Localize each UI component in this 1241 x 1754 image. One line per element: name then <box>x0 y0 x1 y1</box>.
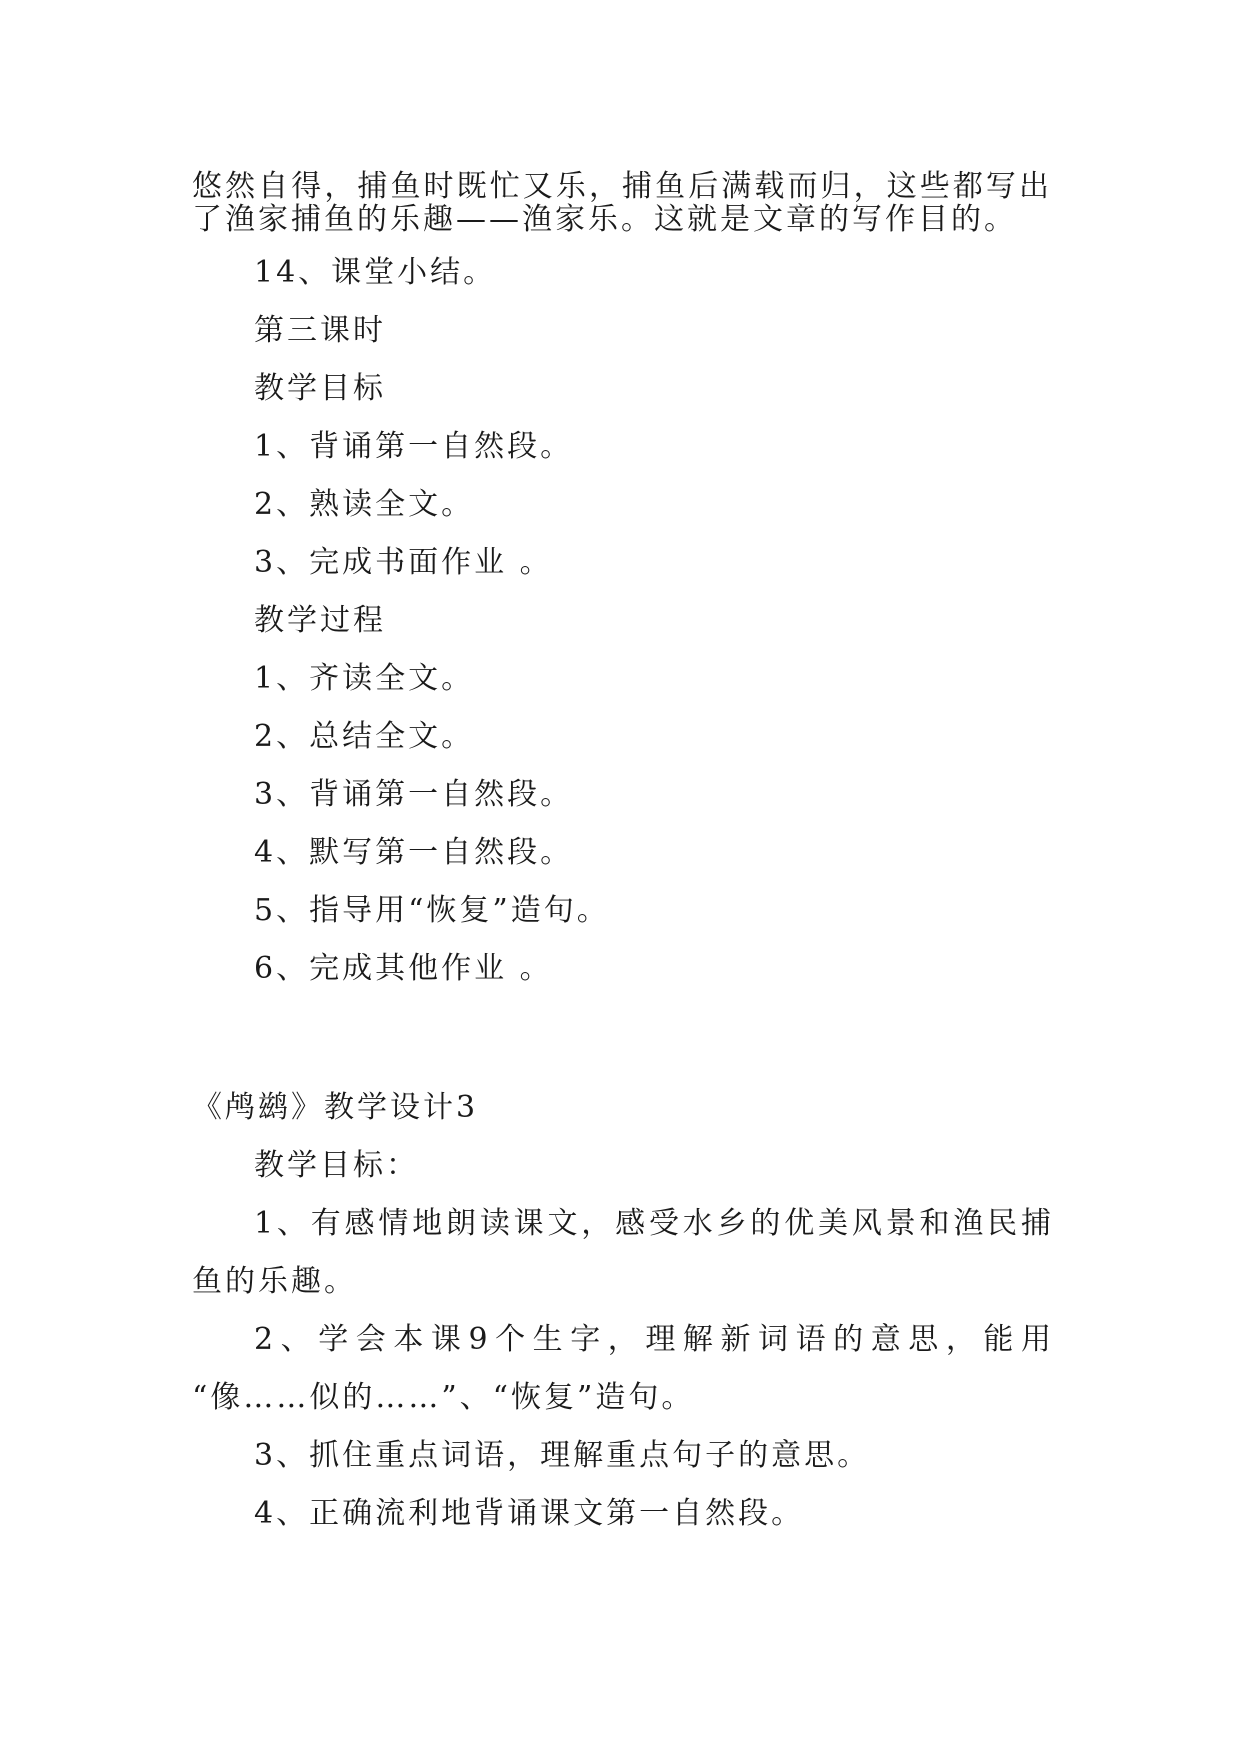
list-item-continuation: 鱼的乐趣。 <box>192 1264 357 1299</box>
list-item: 5、指导用“恢复”造句。 <box>254 893 610 928</box>
list-item: 3、完成书面作业 。 <box>254 545 553 580</box>
list-item: 4、默写第一自然段。 <box>254 835 574 870</box>
list-item: 3、背诵第一自然段。 <box>254 777 574 812</box>
list-item: 3、抓住重点词语，理解重点句子的意思。 <box>254 1438 871 1473</box>
paragraph-line: 了渔家捕鱼的乐趣——渔家乐。这就是文章的写作目的。 <box>192 202 1017 237</box>
list-item: 4、正确流利地背诵课文第一自然段。 <box>254 1496 805 1531</box>
list-item: 1、有感情地朗读课文，感受水乡的优美风景和渔民捕 <box>254 1206 1054 1241</box>
lesson-heading: 第三课时 <box>254 313 386 348</box>
list-item: 2、学会本课9个生字，理解新词语的意思，能用 <box>254 1322 1054 1357</box>
list-item-continuation: “像……似的……”、“恢复”造句。 <box>192 1380 695 1415</box>
list-item: 2、熟读全文。 <box>254 487 475 522</box>
section-heading: 教学目标 <box>254 371 386 406</box>
list-item: 1、齐读全文。 <box>254 661 475 696</box>
list-item: 2、总结全文。 <box>254 719 475 754</box>
list-item: 6、完成其他作业 。 <box>254 951 553 986</box>
section-heading: 教学目标： <box>254 1148 419 1183</box>
list-item: 1、背诵第一自然段。 <box>254 429 574 464</box>
document-title: 《鸬鹚》教学设计3 <box>192 1090 479 1125</box>
paragraph-line: 悠然自得，捕鱼时既忙又乐，捕鱼后满载而归，这些都写出 <box>192 169 1052 204</box>
section-heading: 教学过程 <box>254 603 386 638</box>
section-heading: 14、课堂小结。 <box>254 255 497 290</box>
